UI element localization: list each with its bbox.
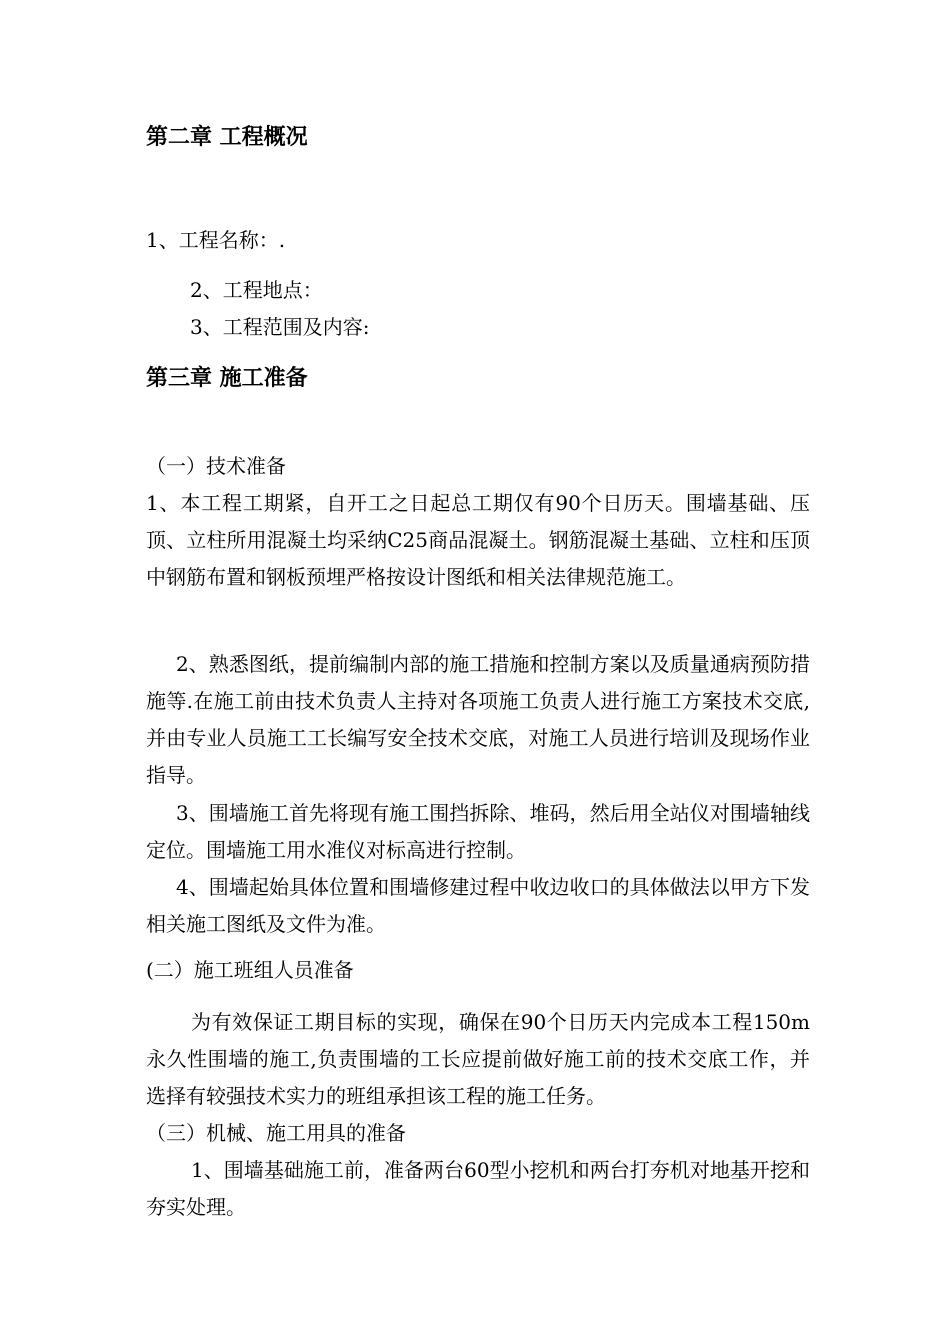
section-team-heading: (二）施工班组人员准备 bbox=[146, 958, 354, 982]
technical-paragraph-1: 1、本工程工期紧，自开工之日起总工期仅有90个日历天。围墙基础、压顶、立柱所用混凝土均采纳C25商品混凝土。钢筋混凝土基础、立柱和压顶中钢筋布置和钢板预埋严格按设计图纸和相关法律规范施工。 bbox=[146, 491, 810, 589]
technical-paragraph-4: 4、围墙起始具体位置和围墙修建过程中收边收口的具体做法以甲方下发相关施工图纸及文件为准。 bbox=[146, 875, 810, 936]
project-location-item: 2、工程地点： bbox=[190, 278, 323, 302]
chapter-3-title: 第三章 施工准备 bbox=[146, 366, 308, 391]
equipment-paragraph-1: 1、围墙基础施工前，准备两台60型小挖机和两台打夯机对地基开挖和夯实处理。 bbox=[146, 1158, 810, 1219]
technical-paragraph-3: 3、围墙施工首先将现有施工围挡拆除、堆码，然后用全站仪对围墙轴线定位。围墙施工用水准仪对标高进行控制。 bbox=[146, 801, 810, 862]
project-name-item: 1、工程名称：. bbox=[146, 228, 286, 252]
project-scope-item: 3、工程范围及内容: bbox=[190, 315, 370, 339]
section-equipment-heading: （三）机械、施工用具的准备 bbox=[146, 1121, 406, 1145]
chapter-2-title: 第二章 工程概况 bbox=[146, 125, 308, 150]
section-technical-heading: （一）技术准备 bbox=[146, 454, 286, 478]
team-paragraph: 为有效保证工期目标的实现，确保在90个日历天内完成本工程150m永久性围墙的施工,负责围墙的工长应提前做好施工前的技术交底工作，并选择有较强技术实力的班组承担该工程的施工任务。 bbox=[146, 1010, 810, 1108]
technical-paragraph-2: 2、熟悉图纸，提前编制内部的施工措施和控制方案以及质量通病预防措施等.在施工前由技术负责人主持对各项施工负责人进行施工方案技术交底,并由专业人员施工工长编写安全技术交底，对施工人员进行培训及现场作业指导。 bbox=[146, 652, 810, 787]
